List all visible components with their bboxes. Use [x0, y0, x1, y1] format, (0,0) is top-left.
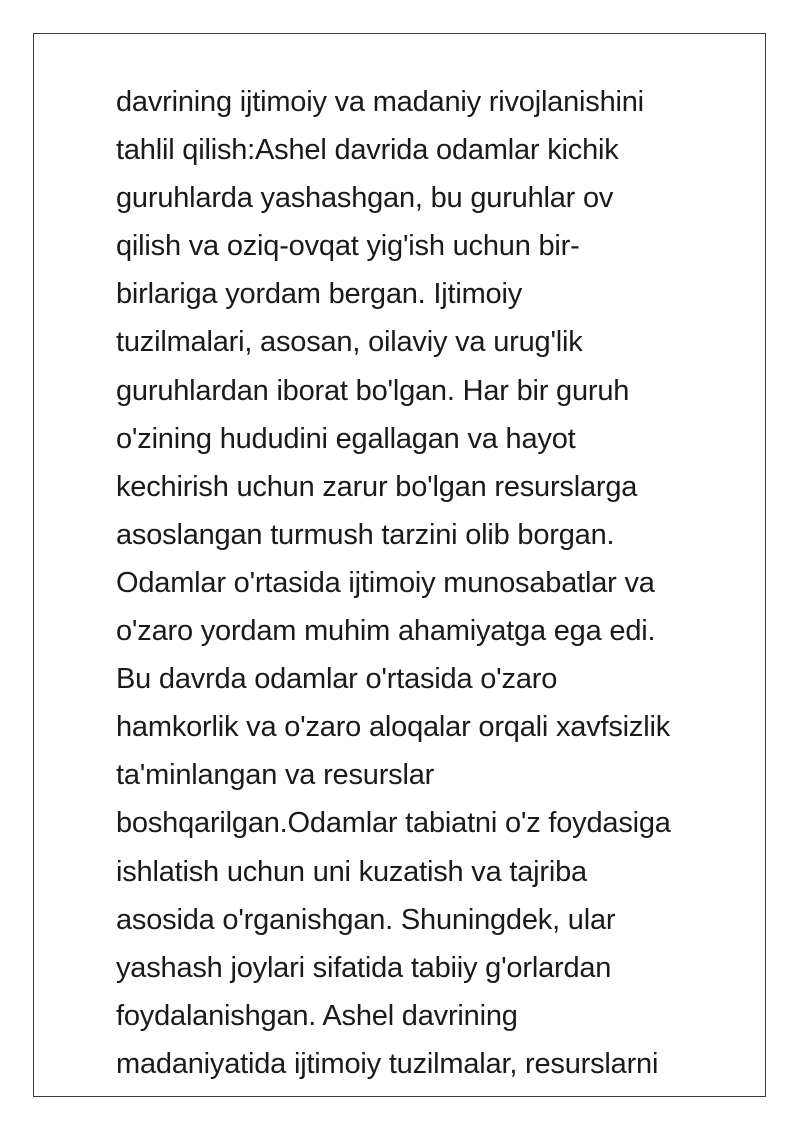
text-line: foydalanishgan. Ashel davrining [116, 999, 518, 1032]
text-line: kechirish uchun zarur bo'lgan resurslarga [116, 470, 638, 503]
text-line: yashash joylari sifatida tabiiy g'orlardan [116, 951, 612, 984]
text-line: qilish va oziq-ovqat yig'ish uchun bir- [116, 230, 580, 263]
text-line: guruhlardan iborat bo'lgan. Har bir guruh [116, 374, 630, 407]
text-line: birlariga yordam bergan. Ijtimoiy [116, 278, 523, 311]
text-line: hamkorlik va o'zaro aloqalar orqali xavfsizlik [116, 711, 671, 744]
text-line: o'zaro yordam muhim ahamiyatga ega edi. [116, 615, 656, 648]
text-line: Odamlar o'rtasida ijtimoiy munosabatlar va [116, 566, 655, 599]
text-line: ishlatish uchun uni kuzatish va tajriba [116, 855, 587, 888]
text-line: asosida o'rganishgan. Shuningdek, ular [116, 903, 616, 936]
text-line: asoslangan turmush tarzini olib borgan. [116, 518, 615, 551]
text-line: tahlil qilish:Ashel davrida odamlar kichik [116, 134, 619, 167]
text-line: madaniyatida ijtimoiy tuzilmalar, resurslarni [116, 1047, 659, 1080]
document-body [116, 78, 756, 1088]
text-line: tuzilmalari, asosan, oilaviy va urug'lik [116, 326, 583, 359]
text-line: davrining ijtimoiy va madaniy rivojlanishini [116, 86, 644, 118]
text-line: boshqarilgan.Odamlar tabiatni o'z foydasiga [116, 807, 671, 840]
text-line: o'zining hududini egallagan va hayot [116, 422, 576, 455]
text-line: ta'minlangan va resurslar [116, 759, 435, 792]
text-line: guruhlarda yashashgan, bu guruhlar ov [116, 182, 614, 215]
text-line: Bu davrda odamlar o'rtasida o'zaro [116, 663, 558, 696]
